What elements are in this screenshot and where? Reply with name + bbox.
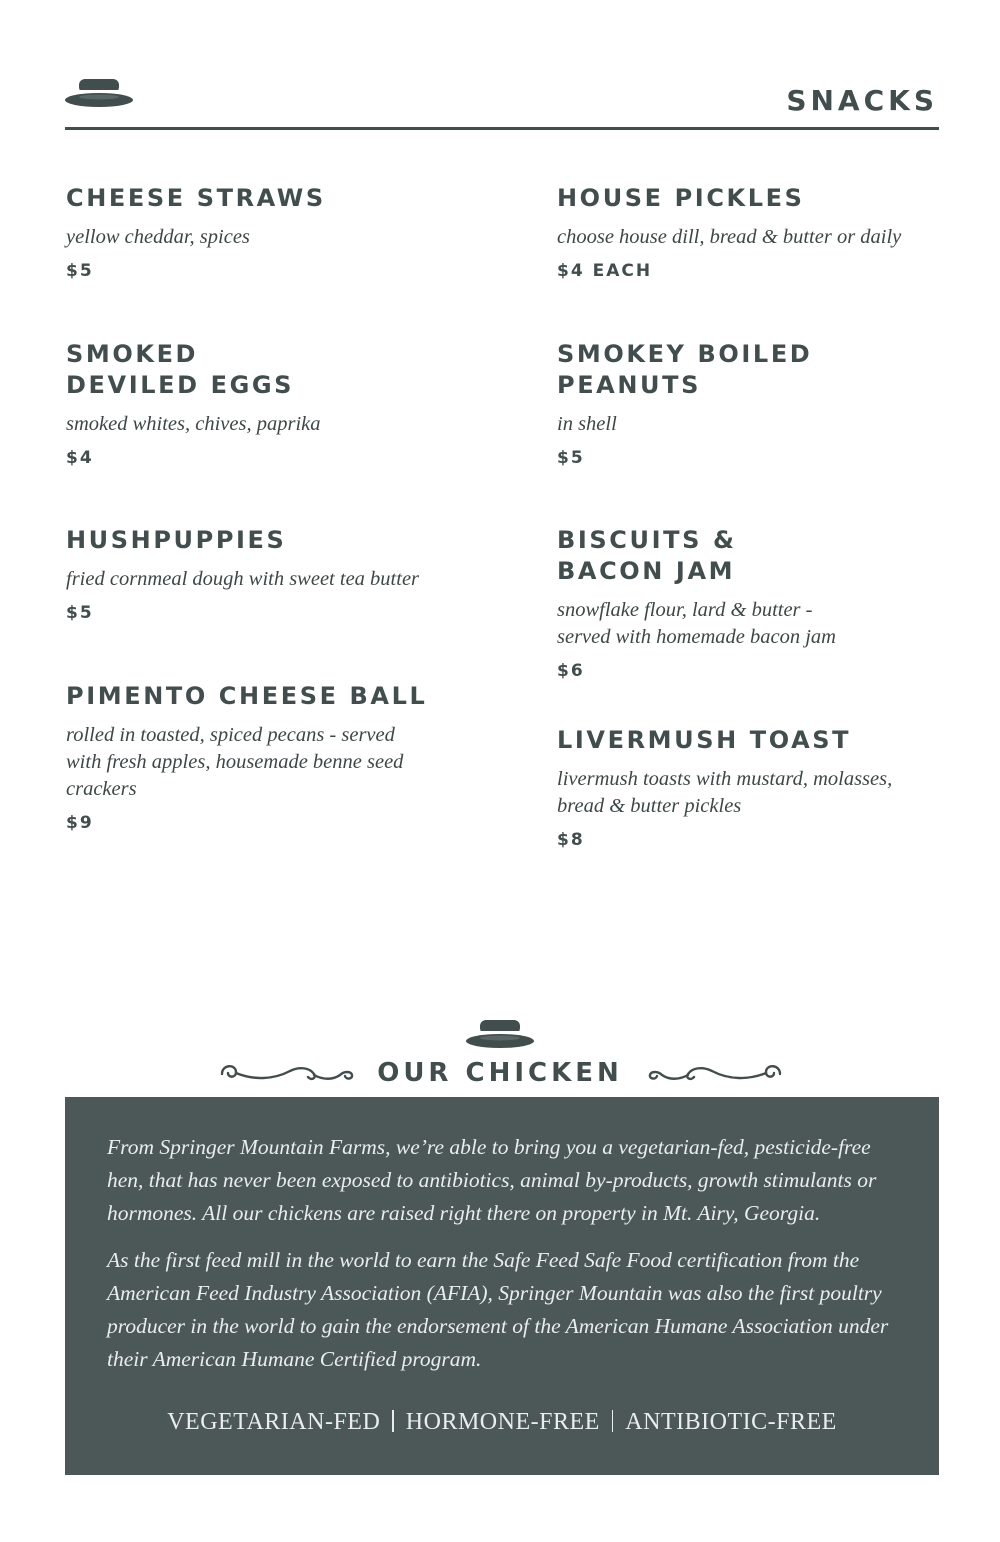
- menu-item-description: snowflake flour, lard & butter - served with homemade bacon jam: [557, 599, 836, 648]
- menu-item-price: $5: [66, 603, 94, 623]
- header-rule: [65, 127, 939, 130]
- menu-item: [557, 339, 947, 468]
- hat-logo-icon: [465, 1017, 535, 1051]
- menu-item-price: $5: [66, 261, 94, 281]
- menu-item-name: LIVERMUSH TOAST: [557, 726, 852, 754]
- menu-item-name: PIMENTO CHEESE BALL: [66, 682, 428, 710]
- menu-item: [66, 183, 456, 281]
- menu-item-description: rolled in toasted, spiced pecans - served with fresh apples, housemade benne seed crackers: [66, 724, 404, 800]
- menu-item-price: $6: [557, 661, 585, 681]
- flourish-right-icon: [646, 1058, 784, 1088]
- chicken-section-title: OUR CHICKEN: [377, 1058, 623, 1088]
- section-title: SNACKS: [786, 84, 938, 117]
- chicken-info-panel: [65, 1097, 939, 1475]
- menu-item: [557, 525, 947, 681]
- menu-item-description: yellow cheddar, spices: [66, 226, 250, 248]
- chicken-tags: [65, 1409, 939, 1436]
- menu-item-price: $9: [66, 813, 94, 833]
- menu-item-description: livermush toasts with mustard, molasses, bread & butter pickles: [557, 768, 893, 817]
- menu-item-price: $4 EACH: [557, 261, 653, 281]
- menu-item-name: CHEESE STRAWS: [66, 184, 326, 212]
- menu-item-description: fried cornmeal dough with sweet tea butter: [66, 568, 420, 590]
- menu-item-name: HOUSE PICKLES: [557, 184, 805, 212]
- menu-item: [66, 681, 486, 833]
- menu-item-name: SMOKED DEVILED EGGS: [66, 340, 295, 399]
- menu-item-name: BISCUITS & BACON JAM: [557, 526, 737, 585]
- menu-item-description: in shell: [557, 413, 617, 435]
- menu-item: [557, 183, 947, 281]
- menu-item: [66, 525, 456, 623]
- chicken-paragraph: As the first feed mill in the world to earn the Safe Feed Safe Food certification from the American Feed Industry Association (AFIA), Springer Mountain was also the first poultry producer in the world to gain the endorsement of the American Humane Association under their American Humane Certified program.: [107, 1248, 889, 1371]
- menu-item: [557, 725, 957, 850]
- menu-item-name: SMOKEY BOILED PEANUTS: [557, 340, 813, 399]
- menu-item-price: $8: [557, 830, 585, 850]
- menu-item-price: $5: [557, 448, 585, 468]
- tag-antibiotic-free: ANTIBIOTIC-FREE: [625, 1409, 837, 1435]
- menu-item-name: HUSHPUPPIES: [66, 526, 287, 554]
- tag-hormone-free: HORMONE-FREE: [405, 1409, 600, 1435]
- menu-item-price: $4: [66, 448, 94, 468]
- menu-item: [66, 339, 456, 468]
- tag-divider: [392, 1410, 394, 1432]
- tag-divider: [612, 1410, 614, 1432]
- chicken-paragraph: From Springer Mountain Farms, we’re able to bring you a vegetarian-fed, pesticide-free hen, that has never been exposed to antibiotics, animal by-products, growth stimulants or hormones. All our chickens are raised right there on property in Mt. Airy, Georgia.: [107, 1135, 877, 1225]
- menu-item-description: smoked whites, chives, paprika: [66, 413, 321, 435]
- tag-vegetarian-fed: VEGETARIAN-FED: [167, 1409, 381, 1435]
- hat-logo-icon: [64, 76, 134, 110]
- menu-item-description: choose house dill, bread & butter or daily: [557, 226, 902, 248]
